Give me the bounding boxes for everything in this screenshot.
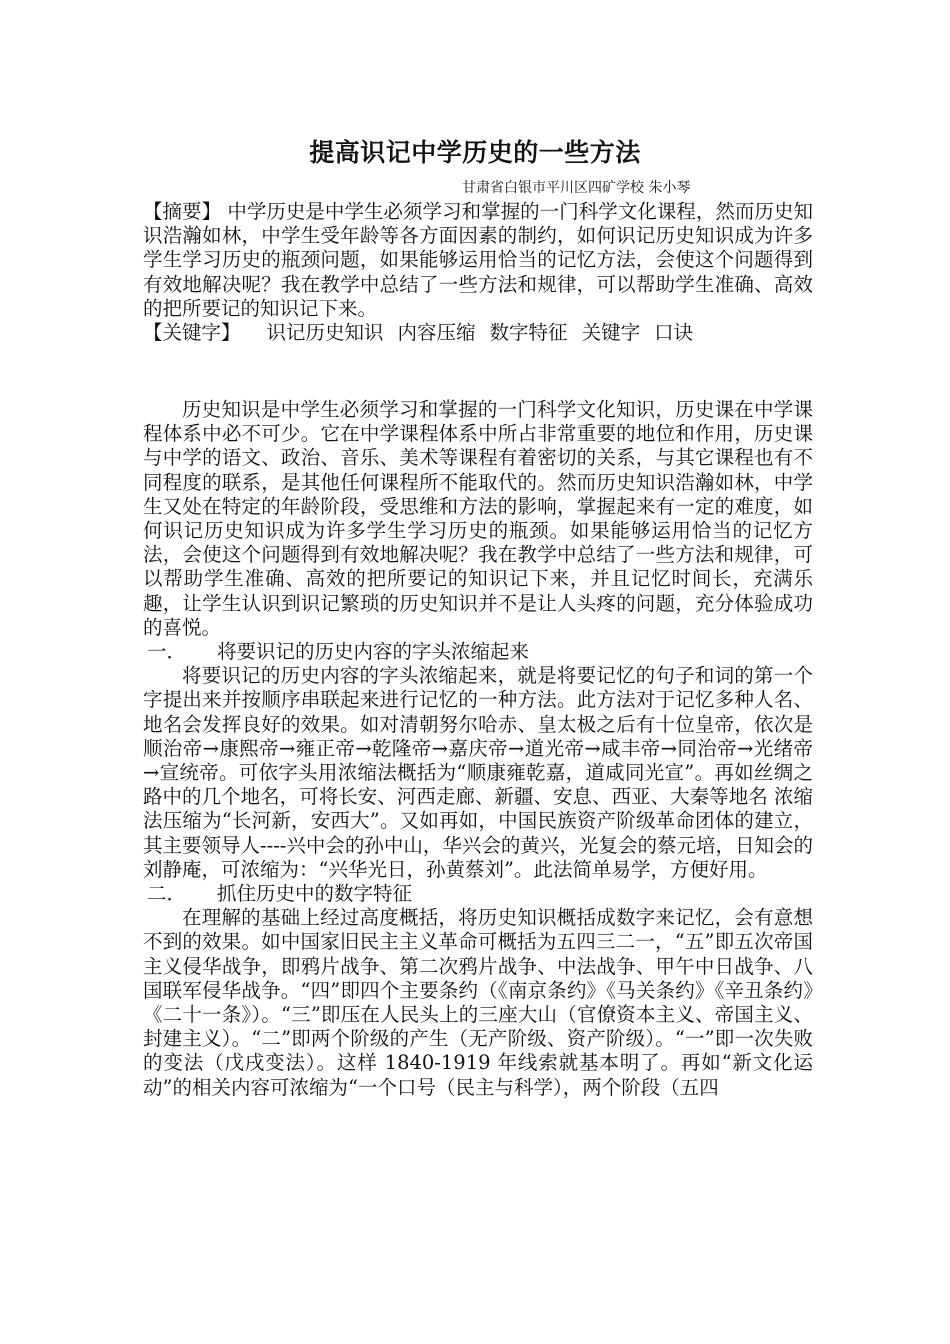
section-number: 二．	[147, 882, 187, 906]
section-heading-text: 将要识记的历史内容的字头浓缩起来	[217, 640, 530, 664]
section-number: 一．	[147, 640, 187, 664]
keyword-item: 数字特征	[489, 321, 568, 345]
body-text	[143, 398, 813, 1100]
intro-paragraph: 历史知识是中学生必须学习和掌握的一门科学文化知识，历史课在中学课程体系中必不可少。它在中学课程体系中所占非常重要的地位和作用，历史课与中学的语文、政治、音乐、美术等课程有着密切的关系，与其它课程也有不同程度的联系，是其他任何课程所不能取代的。然而历史知识浩瀚如林，中学生又处在特定的年龄阶段，受思维和方法的影响，掌握起来有一定的难度，如何识记历史知识成为许多学生学习历史的瓶颈。如果能够运用恰当的记忆方法，会使这个问题得到有效地解决呢？我在教学中总结了一些方法和规律，可以帮助学生准确、高效的把所要记的知识记下来，并且记忆时间长，充满乐趣，让学生认识到识记繁琐的历史知识并不是让人头疼的问题，充分体验成功的喜悦。	[143, 398, 813, 639]
keywords-label: 【关键字】	[143, 321, 241, 345]
section-paragraph-2: 在理解的基础上经过高度概括，将历史知识概括成数字来记忆，会有意想不到的效果。如中国家旧民主主义革命可概括为五四三二一，“五”即五次帝国主义侵华战争，即鸦片战争、第二次鸦片战争、中法战争、甲午中日战争、八国联军侵华战争。“四”即四个主要条约（《南京条约》《马关条约》《辛丑条约》《二十一条》）。“三”即压在人民头上的三座大山（官僚资本主义、帝国主义、封建主义）。“二”即两个阶级的产生（无产阶级、资产阶级）。“一”即一次失败的变法（戊戌变法）。这样 1840-1919 年线索就基本明了。再如“新文化运动”的相关内容可浓缩为“一个口号（民主与科学），两个阶段（五四	[143, 906, 813, 1099]
abstract-block	[143, 200, 813, 345]
keyword-item: 内容压缩	[397, 321, 476, 345]
document-title: 提高识记中学历史的一些方法	[309, 138, 641, 167]
abstract-label: 【摘要】	[143, 200, 222, 223]
section-paragraph-1: 将要识记的历史内容的字头浓缩起来，就是将要记忆的句子和词的第一个字提出来并按顺序串联起来进行记忆的一种方法。此方法对于记忆多种人名、地名会发挥良好的效果。如对清朝努尔哈赤、皇太极之后有十位皇帝，依次是顺治帝→康熙帝→雍正帝→乾隆帝→嘉庆帝→道光帝→咸丰帝→同治帝→光绪帝→宣统帝。可依字头用浓缩法概括为“顺康雍乾嘉，道咸同光宣”。再如丝绸之路中的几个地名，可将长安、河西走廊、新疆、安息、西亚、大秦等地名 浓缩法压缩为“长河新，安西大”。又如再如，中国民族资产阶级革命团体的建立，其主要领导人----兴中会的孙中山，华兴会的黄兴，光复会的蔡元培，日知会的刘静庵，可浓缩为：“兴华光日，孙黄蔡刘”。此法简单易学，方便好用。	[143, 664, 813, 881]
section-heading-1	[143, 640, 813, 664]
section-heading-text: 抓住历史中的数字特征	[217, 882, 413, 906]
abstract-text: 中学历史是中学生必须学习和掌握的一门科学文化课程，然而历史知识浩瀚如林，中学生受年龄等各方面因素的制约，如何识记历史知识成为许多学生学习历史的瓶颈问题，如果能够运用恰当的记忆方法，会使这个问题得到有效地解决呢？我在教学中总结了一些方法和规律，可以帮助学生准确、高效的把所要记的知识记下来。	[143, 200, 813, 320]
abstract-paragraph	[143, 200, 813, 321]
keyword-item: 口诀	[654, 321, 694, 345]
keyword-item: 关键字	[581, 321, 641, 345]
section-heading-2	[143, 882, 813, 906]
author-line: 甘肃省白银市平川区四矿学校 朱小琴	[462, 180, 691, 196]
keywords-line	[143, 321, 813, 345]
keyword-item: 识记历史知识	[266, 321, 384, 345]
